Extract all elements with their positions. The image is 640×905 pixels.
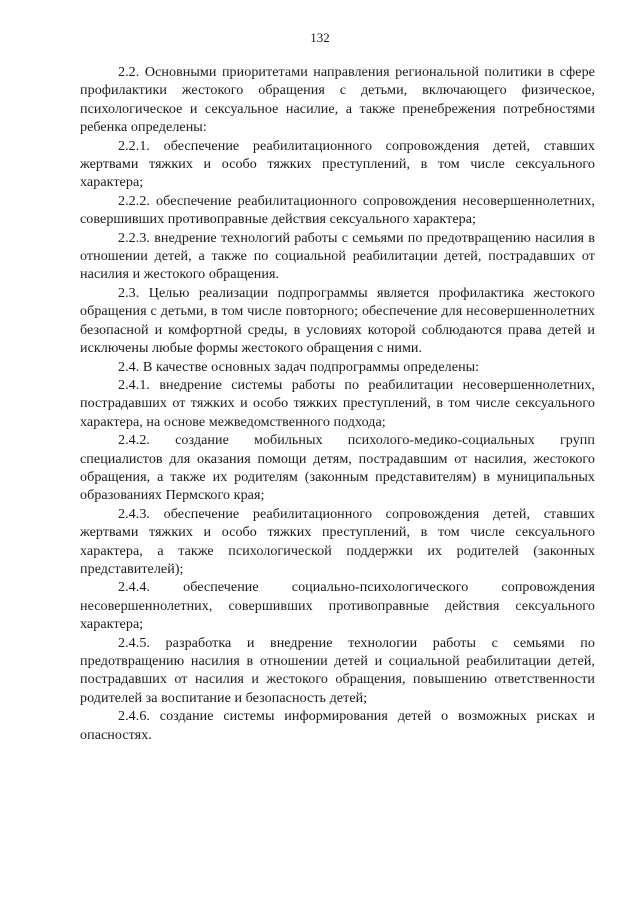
page-number: 132 [310, 30, 330, 45]
paragraph-2-3: 2.3. Целью реализации подпрограммы является профилактика жестокого обращения с детьми, в том числе повторного; обеспечение для несовершеннолетних безопасной и комфортной среды, в условиях которой соблюдаются права детей и исключены любые формы жестокого обращения с ними. [80, 284, 595, 357]
paragraph-2-4: 2.4. В качестве основных задач подпрограммы определены: [118, 358, 480, 375]
paragraph-2-2-2: 2.2.2. обеспечение реабилитационного сопровождения несовершеннолетних, совершивших противоправные действия сексуального характера; [80, 192, 595, 228]
paragraph-2-4-6: 2.4.6. создание системы информирования детей о возможных рисках и опасностях. [80, 708, 595, 743]
paragraph-2-4-1: 2.4.1. внедрение системы работы по реабилитации несовершеннолетних, пострадавших от тяжких и особо тяжких преступлений, в том числе сексуального характера, на основе межведомственного подхода; [80, 376, 595, 430]
paragraph-2-4-2: 2.4.2. создание мобильных психолого-медико-социальных групп специалистов для оказания помощи детям, пострадавшим от насилия, жестокого обращения, а также их родителям (законным представителям) в муниципальных образованиях Пермского края; [80, 432, 595, 504]
paragraph-2-4-5: 2.4.5. разработка и внедрение технологии работы с семьями по предотвращению насилия в отношении детей и социальной реабилитации детей, пострадавших от насилия и жестокого обращения, повышению ответственности родителей за воспитание и безопасность детей; [80, 634, 595, 706]
paragraph-2-4-4: 2.4.4. обеспечение социально-психологического сопровождения несовершеннолетних, совершивших противоправные действия сексуального характера; [80, 579, 595, 633]
document-body [80, 63, 595, 744]
paragraph-2-2-3: 2.2.3. внедрение технологий работы с семьями по предотвращению насилия в отношении детей, а также по социальной реабилитации детей, пострадавших от насилия и жестокого обращения. [80, 229, 595, 283]
paragraph-2-2: 2.2. Основными приоритетами направления региональной политики в сфере профилактики жестокого обращения с детьми, включающего физическое, психологическое и сексуальное насилие, а также пренебрежения потребностями ребенка определены: [80, 64, 595, 136]
paragraph-2-4-3: 2.4.3. обеспечение реабилитационного сопровождения детей, ставших жертвами тяжких и особо тяжких преступлений, в том числе сексуального характера, а также психологической поддержки их родителей (законных представителей); [80, 505, 595, 577]
paragraph-2-2-1: 2.2.1. обеспечение реабилитационного сопровождения детей, ставших жертвами тяжких и особо тяжких преступлений, в том числе сексуального характера; [80, 137, 595, 191]
